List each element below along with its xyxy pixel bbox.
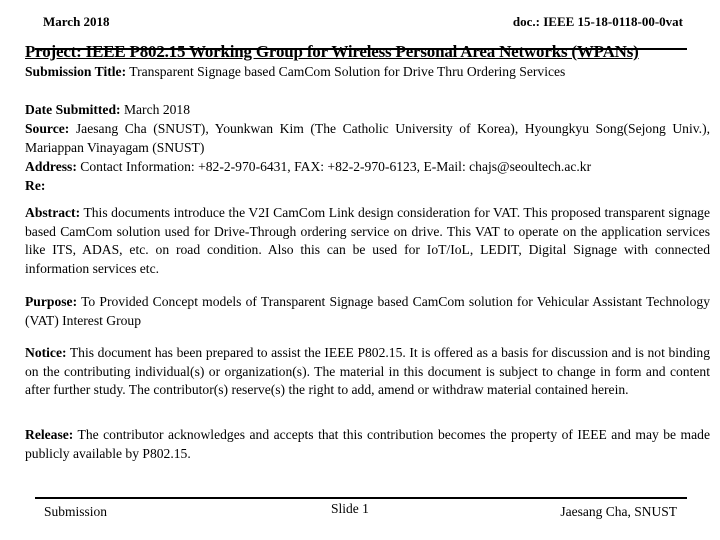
value: The contributor acknowledges and accepts that this contribution becomes the property of IEEE and may be made publicly available by P802.15. — [25, 427, 710, 461]
value: This document has been prepared to assist the IEEE P802.15. It is offered as a basis for discussion and is not binding on the contributing individual(s) or organization(s). The material in this document is subject to change in form and content after further study. The contributor(s) reserve(s) the right to add, amend or withdraw material contained herein. — [25, 345, 710, 397]
source — [25, 120, 710, 157]
label: Address: — [25, 159, 77, 174]
label: Release: — [25, 427, 74, 442]
footer-author: Jaesang Cha, SNUST — [560, 504, 677, 519]
date-submitted — [25, 101, 710, 120]
value: This documents introduce the V2I CamCom Link design consideration for VAT. This proposed transparent signage based CamCom solution used for Drive-Through ordering service on drive. This VAT to operate on the application services like ITS, ADAS, etc. on road condition. Also this can be used for IoT/IoL, LEDIT, Digital Signage with connected information services etc. — [25, 205, 710, 276]
footer-left: Submission — [44, 504, 108, 519]
label: Re: — [25, 178, 46, 193]
label: Purpose: — [25, 294, 78, 309]
label: Notice: — [25, 345, 67, 360]
re — [25, 177, 710, 196]
purpose — [25, 293, 710, 330]
label: Source: — [25, 121, 70, 136]
label: Date Submitted: — [25, 102, 121, 117]
release — [25, 426, 710, 463]
notice — [25, 344, 710, 400]
value: Jaesang Cha (SNUST), Younkwan Kim (The Catholic University of Korea), Hyoungkyu Song(Sejong Univ.), Mariappan Vinayagam (SNUST) — [25, 121, 710, 155]
footer-slide-number: Slide 1 — [331, 501, 369, 516]
submission-title — [25, 63, 710, 82]
value: To Provided Concept models of Transparent Signage based CamCom solution for Vehicular Assistant Technology (VAT) Interest Group — [25, 294, 711, 328]
header-doc-id: doc.: IEEE 15-18-0118-00-0vat — [512, 14, 683, 29]
label: Abstract: — [25, 205, 81, 220]
address — [25, 158, 710, 177]
header-date: March 2018 — [43, 14, 110, 29]
project-title: Project: IEEE P802.15 Working Group for Wireless Personal Area Networks (WPANs) — [25, 42, 639, 61]
label: Submission Title: — [25, 64, 127, 79]
footer-rule — [35, 497, 687, 499]
value: March 2018 — [123, 102, 191, 117]
value: Transparent Signage based CamCom Solution for Drive Thru Ordering Services — [129, 64, 566, 79]
value: Contact Information: +82-2-970-6431, FAX: +82-2-970-6123, E-Mail: chajs@seoultech.ac.kr — [80, 159, 592, 174]
abstract — [25, 204, 710, 278]
